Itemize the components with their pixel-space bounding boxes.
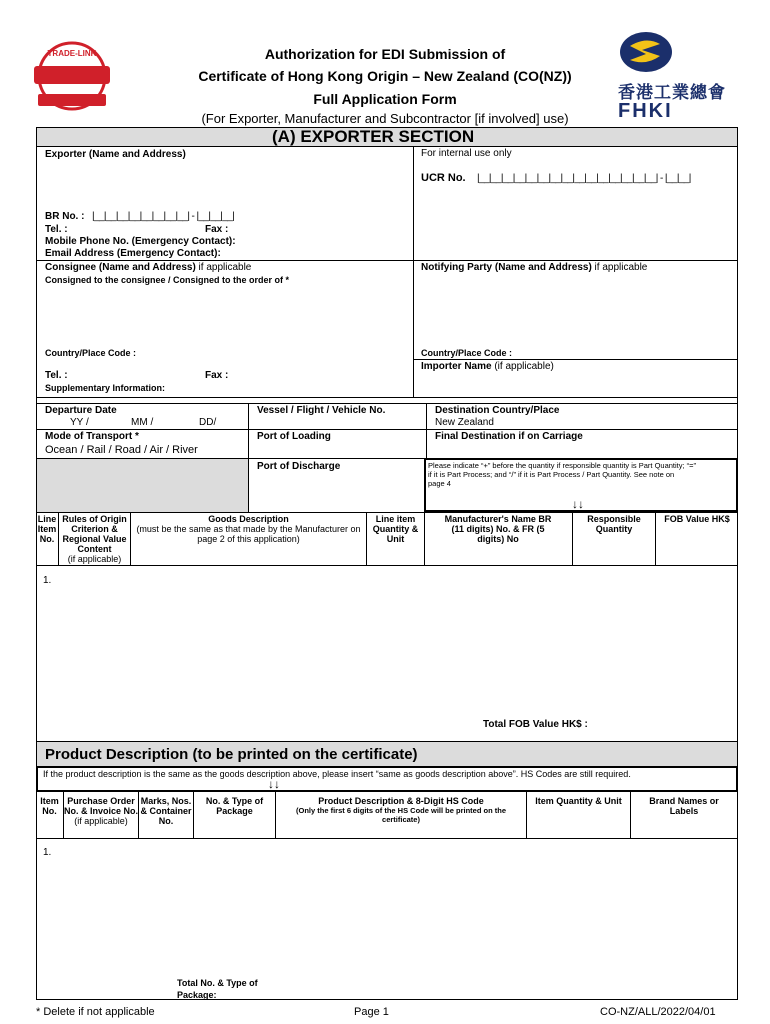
delete-note: * Delete if not applicable [36,1006,155,1018]
product-row-1[interactable]: 1. [43,847,52,858]
header-line2: Certificate of Hong Kong Origin – New Zealand (CO(NZ)) [198,68,572,84]
vessel-label: Vessel / Flight / Vehicle No. [257,405,386,416]
col-brand-names: Brand Names or Labels [649,796,719,816]
br-input[interactable]: |__|__|__|__|__|__|__|__| - |__|__|__| [92,211,235,222]
importer-label: Importer Name (if applicable) [421,361,554,372]
fax-label: Fax : [205,224,229,235]
form-code: CO-NZ/ALL/2022/04/01 [600,1006,716,1018]
departure-date-label: Departure Date [45,405,117,416]
col-line-item: Line Item No. [37,514,57,544]
consigned-line: Consigned to the consignee / Consigned to the order of * [45,275,290,285]
header-line3: Full Application Form [313,91,457,107]
col-responsible-qty: Responsible Quantity [587,514,641,534]
yy-label: YY / [70,417,89,428]
col-rules-origin: Rules of Origin Criterion & Regional Value Content (if applicable) [62,514,127,564]
col-manufacturer: Manufacturer's Name BR (11 digits) No. & FR (5 digits) No [444,514,552,544]
product-arrows-icon: ↓↓ [268,777,280,791]
goods-row-1[interactable]: 1. [43,575,52,586]
tel-label: Tel. : [45,224,68,235]
fhki-acronym: FHKI [618,100,673,122]
col-marks: Marks, Nos. & Container No. [140,796,192,826]
dd-label: DD/ [199,417,217,428]
country-code-right: Country/Place Code : [421,348,513,358]
arrows-down-icon: ↓↓ [572,497,584,511]
br-label: BR No. : [45,211,85,222]
supplementary-label: Supplementary Information: [45,383,166,393]
mobile-label: Mobile Phone No. (Emergency Contact): [45,236,236,247]
notifying-label: Notifying Party (Name and Address) if applicable [421,262,648,273]
mode-transport-value: Ocean / Rail / Road / Air / River [45,444,198,456]
col-purchase-order: Purchase Order No. & Invoice No. (if applicable) [64,796,139,826]
mode-transport-label: Mode of Transport * [45,431,139,442]
destination-label: Destination Country/Place [435,405,560,416]
mm-label: MM / [131,417,154,428]
header-line1: Authorization for EDI Submission of [264,46,506,62]
col-item-quantity: Item Quantity & Unit [535,796,622,806]
product-section-title: Product Description (to be printed on the certificate) [45,746,418,763]
left-logo-text: TRADE-LINK [47,49,97,58]
destination-value: New Zealand [435,417,494,428]
email-label: Email Address (Emergency Contact): [45,248,221,259]
fhki-chinese-name: 香港工業總會 [618,83,726,102]
col-package: No. & Type of Package [205,796,264,816]
exporter-label: Exporter (Name and Address) [45,149,186,160]
total-fob-label: Total FOB Value HK$ : [483,719,588,730]
col-line-quantity: Line item Quantity & Unit [372,514,419,544]
country-code-left: Country/Place Code : [45,348,137,358]
col-item-no: Item No. [40,796,59,816]
section-a-title: (A) EXPORTER SECTION [272,127,475,146]
tel2-label: Tel. : [45,370,68,381]
fax2-label: Fax : [205,370,229,381]
note-text: Please indicate “+” before the quantity if responsible quantity is Part Quantity; “=” if it is Part Process; and “/” if it is Part Process / Part Quantity. See note on page 4 [428,461,697,488]
total-package-label-1: Total No. & Type of [177,978,258,988]
col-product-description: Product Description & 8-Digit HS Code (Only the first 6 digits of the HS Code will be printed on the certificate) [295,796,506,824]
page-number: Page 1 [354,1006,389,1018]
col-fob-value: FOB Value HK$ [664,514,730,524]
port-loading-label: Port of Loading [257,431,331,442]
internal-use-label: For internal use only [421,148,512,159]
fhki-logo [616,30,732,125]
final-destination-label: Final Destination if on Carriage [435,431,583,442]
header-line4: (For Exporter, Manufacturer and Subcontractor [if involved] use) [201,111,569,126]
ucr-label: UCR No. [421,172,466,184]
total-package-label-2: Package: [177,990,217,1000]
consignee-label: Consignee (Name and Address) if applicable [45,262,252,273]
gray-block [37,459,248,512]
product-instruction: If the product description is the same as the goods description above, please insert “same as goods description above”. HS Codes are still required. [43,769,631,779]
port-discharge-label: Port of Discharge [257,461,341,472]
col-goods-description: Goods Description (must be the same as that made by the Manufacturer on page 2 of this application) [136,514,361,544]
trade-link-logo [30,40,114,114]
ucr-input[interactable]: |__|__|__|__|__|__|__|__|__|__|__|__|__|__|__| - |__|__| [477,173,691,184]
